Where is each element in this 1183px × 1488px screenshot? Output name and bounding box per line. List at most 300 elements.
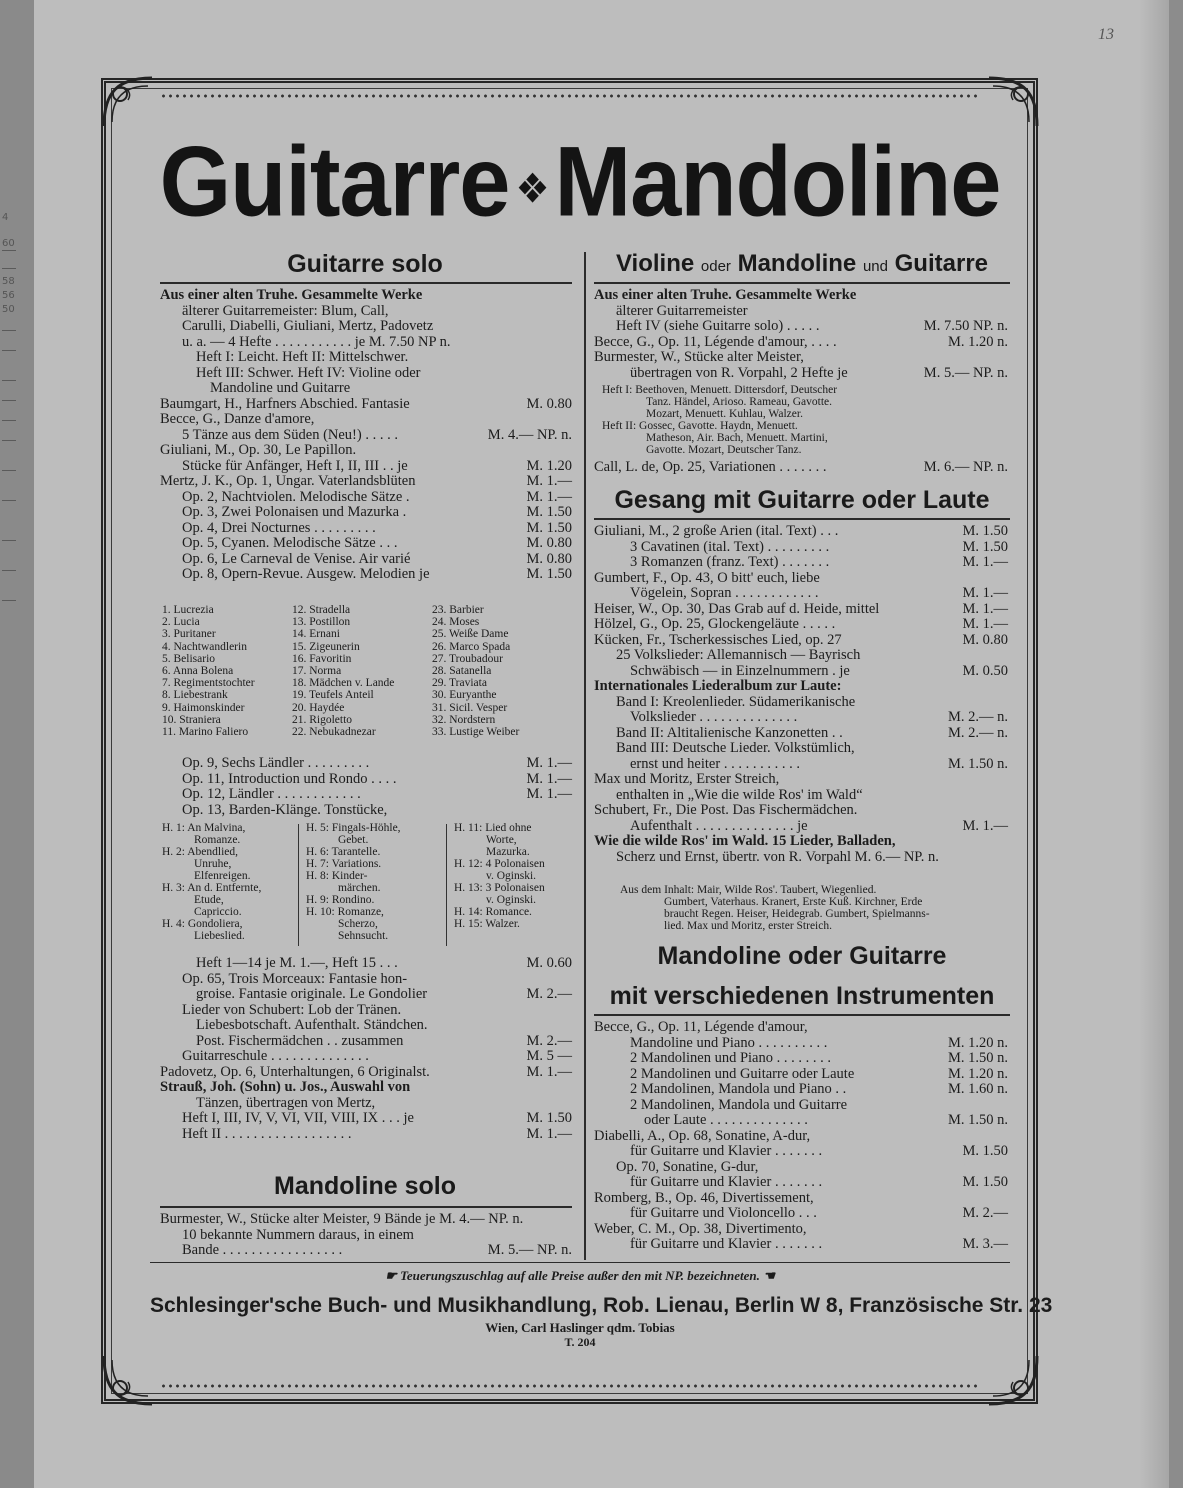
frame-corner-ornament-icon <box>98 72 158 132</box>
entry-line <box>160 552 572 568</box>
entry-price: M. 6.— NP. n. <box>923 459 1008 475</box>
entry-text: Heft I: Leicht. Heft II: Mittelschwer. <box>196 349 409 365</box>
entry-text: Band I: Kreolenlieder. Südamerikanische <box>616 693 856 710</box>
burmester-contents <box>602 384 1002 456</box>
ensemble-entries <box>594 1020 1008 1253</box>
heft-line: H. 10: Romanze, <box>306 906 384 918</box>
entry-line <box>160 1034 572 1050</box>
heft-line: H. 12: 4 Polonaisen <box>454 858 545 870</box>
masthead-guitarre: Guitarre <box>159 126 510 238</box>
entry-line <box>594 803 1008 819</box>
entry-price: M. 1.— <box>962 616 1008 632</box>
entry-price: M. 1.50 <box>526 504 572 520</box>
entry-price: M. 1.50 <box>526 519 572 536</box>
entry-price: M. 3.— <box>962 1236 1008 1252</box>
entry-text: 3 Romanzen (franz. Text) . . . . . . . <box>630 554 830 570</box>
entry-text: Heiser, W., Op. 30, Das Grab auf d. Heide, mittel <box>594 600 880 617</box>
entry-line <box>594 834 1008 850</box>
entry-text: Padovetz, Op. 6, Unterhaltungen, 6 Originalst. <box>160 1063 430 1080</box>
opera-item: 26. Marco Spada <box>432 640 511 653</box>
page-number: 13 <box>1098 26 1114 43</box>
entry-line <box>594 586 1008 602</box>
entry-line <box>594 1222 1008 1238</box>
entry-price: M. 5 — <box>526 1048 572 1064</box>
entry-text: Strauß, Joh. (Sohn) u. Jos., Auswahl von <box>160 1079 411 1095</box>
small-print-line: Heft II: Gossec, Gavotte. Haydn, Menuett. <box>602 420 798 432</box>
entry-price: M. 1.— <box>962 554 1008 570</box>
margin-tick <box>2 400 16 401</box>
wien-line: Wien, Carl Haslinger qdm. Tobias <box>485 1320 675 1335</box>
entry-text: Bande . . . . . . . . . . . . . . . . . <box>182 1242 343 1258</box>
title-guitarre: Guitarre <box>894 250 989 277</box>
entry-text: Aufenthalt . . . . . . . . . . . . . . je <box>630 817 808 834</box>
column-divider <box>584 252 586 1260</box>
entry-text: Hölzel, G., Op. 25, Glockengeläute . . . . . <box>594 616 836 632</box>
heft-line: H. 9: Rondino. <box>306 894 375 906</box>
entry-line <box>594 695 1008 711</box>
entry-line <box>594 633 1008 649</box>
entry-price: M. 1.50 <box>962 523 1008 539</box>
entry-price: M. 2.— <box>962 1205 1008 1221</box>
entry-text: älterer Guitarremeister <box>616 302 748 319</box>
entry-line <box>160 474 572 490</box>
entry-text: Giuliani, M., Op. 30, Le Papillon. <box>160 442 357 458</box>
entry-text: Scherz und Ernst, übertr. von R. Vorpahl M. 6.— NP. n. <box>616 848 939 865</box>
entry-price: M. 1.— <box>526 488 572 505</box>
heft-line: H. 8: Kinder- <box>306 870 368 882</box>
entry-text: Gumbert, F., Op. 43, O bitt' euch, liebe <box>594 569 820 586</box>
entry-text: Vögelein, Sopran . . . . . . . . . . . . <box>630 585 819 601</box>
entry-line <box>594 540 1008 556</box>
entry-line <box>594 1051 1008 1067</box>
entry-line <box>160 536 572 552</box>
margin-tick <box>2 250 16 251</box>
entry-text: für Guitarre und Klavier . . . . . . . <box>630 1236 823 1252</box>
entry-text: Op. 13, Barden-Klänge. Tonstücke, <box>182 801 388 818</box>
entry-line <box>594 1160 1008 1176</box>
entry-line <box>160 288 572 304</box>
mandoline-solo-entries <box>160 1212 572 1259</box>
entry-line <box>160 381 572 397</box>
entry-line <box>594 335 1008 351</box>
entry-text: 25 Volkslieder: Allemannisch — Bayrisch <box>616 647 861 663</box>
margin-mark: 56 <box>2 290 15 301</box>
entry-text: Internationales Liederalbum zur Laute: <box>594 678 842 694</box>
small-print-line: Matheson, Air. Bach, Menuett. Martini, <box>646 432 828 444</box>
entry-price: M. 1.50 <box>962 1174 1008 1190</box>
mertz-op-entries <box>160 756 572 818</box>
margin-tick <box>2 470 16 471</box>
entry-price: M. 0.80 <box>526 395 572 412</box>
heft-line: märchen. <box>338 882 381 894</box>
heft-line: Romanze. <box>194 834 241 846</box>
page-shadow <box>1139 0 1169 1488</box>
small-print-line: Gavotte. Mozart, Deutscher Tanz. <box>646 444 802 456</box>
entry-line <box>594 1129 1008 1145</box>
heft-line: Etude, <box>194 894 224 906</box>
entry-line <box>594 757 1008 773</box>
entry-line <box>160 1096 572 1112</box>
heft-line: Scherzo, <box>338 918 378 930</box>
entry-text: 3 Cavatinen (ital. Text) . . . . . . . . . <box>630 538 830 555</box>
entry-text: Liebesbotschaft. Aufenthalt. Ständchen. <box>196 1017 428 1033</box>
heft-line: H. 4: Gondoliera, <box>162 918 243 930</box>
entry-line <box>594 819 1008 835</box>
entry-price: M. 1.20 n. <box>947 1034 1008 1051</box>
entry-price: M. 1.50 <box>962 538 1008 555</box>
heft-line: v. Oginski. <box>486 894 537 906</box>
title-und: und <box>862 258 888 275</box>
entry-text: Becce, G., Op. 11, Légende d'amour, . . . . <box>594 333 837 350</box>
margin-tick <box>2 350 16 351</box>
surcharge-note: ☛ Teuerungszuschlag auf alle Preise außer den mit NP. bezeichneten. ☚ <box>385 1268 775 1283</box>
entry-price: M. 0.80 <box>526 535 572 551</box>
entry-text: älterer Guitarremeister: Blum, Call, <box>182 302 389 319</box>
entry-price: M. 1.50 <box>526 1110 572 1126</box>
entry-line <box>160 459 572 475</box>
entry-price: M. 1.— <box>526 755 572 771</box>
entry-text: 2 Mandolinen, Mandola und Guitarre <box>630 1096 848 1113</box>
entry-text: Lieder von Schubert: Lob der Tränen. <box>182 1001 402 1018</box>
entry-line <box>160 1080 572 1096</box>
opera-item: 9. Haimonskinder <box>162 701 245 714</box>
entry-line <box>160 1018 572 1034</box>
entry-text: Schwäbisch — in Einzelnummern . je <box>630 662 850 679</box>
opera-item: 28. Satanella <box>432 665 492 677</box>
opera-item: 6. Anna Bolena <box>162 665 234 677</box>
hefte-column-2 <box>306 822 446 942</box>
entry-text: für Guitarre und Klavier . . . . . . . <box>630 1143 823 1159</box>
entry-price: M. 2.— <box>526 986 572 1002</box>
entry-price: M. 2.— <box>526 1032 572 1049</box>
section-rule <box>594 282 1010 284</box>
entry-text: Diabelli, A., Op. 68, Sonatine, A-dur, <box>594 1127 811 1144</box>
entry-line <box>594 571 1008 587</box>
entry-text: 2 Mandolinen und Piano . . . . . . . . <box>630 1050 831 1066</box>
entry-line <box>160 366 572 382</box>
entry-text: Op. 12, Ländler . . . . . . . . . . . . <box>182 786 361 802</box>
entry-text: Op. 65, Trois Morceaux: Fantasie hon- <box>182 970 408 987</box>
entry-price: M. 1.50 <box>526 566 572 582</box>
section-rule <box>160 282 572 284</box>
heft-line: v. Oginski. <box>486 870 537 882</box>
entry-line <box>160 1111 572 1127</box>
entry-text: Op. 4, Drei Nocturnes . . . . . . . . . <box>182 519 376 536</box>
heft-line: Elfenreigen. <box>194 870 251 882</box>
section-title-mit-instrumenten: mit verschiedenen Instrumenten <box>609 982 995 1010</box>
section-rule <box>594 1014 1010 1016</box>
entry-price: M. 5.— NP. n. <box>923 364 1008 381</box>
entry-line <box>594 1067 1008 1083</box>
entry-text: Band III: Deutsche Lieder. Volkstümlich, <box>616 740 855 756</box>
entry-price: M. 1.— <box>962 585 1008 601</box>
entry-text: Call, L. de, Op. 25, Variationen . . . . . . . <box>594 459 827 475</box>
margin-mark: 50 <box>2 304 15 315</box>
opera-item: 21. Rigoletto <box>292 713 353 726</box>
entry-line <box>160 397 572 413</box>
entry-text: ernst und heiter . . . . . . . . . . . <box>630 755 800 772</box>
entry-line <box>594 741 1008 757</box>
diamond-separator-icon: ❖ <box>515 166 549 212</box>
entry-line <box>594 1206 1008 1222</box>
entry-line <box>594 1113 1008 1129</box>
margin-mark: 58 <box>2 276 15 287</box>
opera-item: 33. Lustige Weiber <box>432 726 520 738</box>
entry-text: Weber, C. M., Op. 38, Divertimento, <box>594 1220 807 1237</box>
entry-price: M. 0.80 <box>526 550 572 567</box>
entry-text: u. a. — 4 Hefte . . . . . . . . . . . je M. 7.50 NP n. <box>182 333 451 350</box>
entry-text: Romberg, B., Op. 46, Divertissement, <box>594 1189 814 1206</box>
hefte-column-1 <box>162 822 294 942</box>
heft-line: H. 5: Fingals-Höhle, <box>306 822 401 834</box>
entry-text: Becce, G., Danze d'amore, <box>160 411 315 427</box>
heft-line <box>454 930 572 942</box>
entry-price: M. 4.— NP. n. <box>487 426 572 443</box>
margin-tick <box>2 440 16 441</box>
entry-line <box>594 648 1008 664</box>
small-print-line: Heft I: Beethoven, Menuett. Dittersdorf, Deutscher <box>602 384 838 396</box>
entry-text: Op. 6, Le Carneval de Venise. Air varié <box>182 550 411 567</box>
entry-line <box>594 319 1008 335</box>
mertz-more-entries <box>160 956 572 1142</box>
entry-text: Op. 3, Zwei Polonaisen und Mazurka . <box>182 504 407 520</box>
gesang-entries <box>594 524 1008 865</box>
entry-text: Op. 2, Nachtviolen. Melodische Sätze . <box>182 488 410 505</box>
margin-tick <box>2 420 16 421</box>
entry-text: Op. 11, Introduction und Rondo . . . . <box>182 770 397 787</box>
entry-line <box>160 304 572 320</box>
publisher-line: Schlesinger'sche Buch- und Musikhandlung, Rob. Lienau, Berlin W 8, Französische Str. 23 <box>150 1294 1053 1317</box>
entry-price: M. 1.— <box>962 600 1008 617</box>
entry-text: Stücke für Anfänger, Heft I, II, III . . je <box>182 457 408 474</box>
entry-text: Aus einer alten Truhe. Gesammelte Werke <box>594 287 857 303</box>
opera-item: 30. Euryanthe <box>432 689 497 702</box>
margin-tick <box>2 380 16 381</box>
entry-text: Aus einer alten Truhe. Gesammelte Werke <box>160 287 423 303</box>
opera-item: 20. Haydée <box>292 701 345 714</box>
frame-corner-ornament-icon <box>98 1350 158 1410</box>
small-print-line: Mozart, Menuett. Kuhlau, Walzer. <box>646 408 803 420</box>
title-mandoline: Mandoline <box>737 250 857 277</box>
entry-price: M. 1.— <box>962 817 1008 834</box>
frame-corner-ornament-icon <box>983 72 1043 132</box>
barden-klaenge-hefte <box>162 822 572 950</box>
entry-line <box>160 803 572 819</box>
entry-line <box>594 664 1008 680</box>
entry-text: Giuliani, M., 2 große Arien (ital. Text) . . . <box>594 523 839 539</box>
margin-tick <box>2 600 16 601</box>
entry-line <box>594 679 1008 695</box>
hefte-divider <box>298 824 299 946</box>
heft-line: Mazurka. <box>486 846 530 858</box>
entry-text: übertragen von R. Vorpahl, 2 Hefte je <box>630 364 848 381</box>
entry-text: für Guitarre und Violoncello . . . <box>630 1205 817 1221</box>
heft-line: H. 7: Variations. <box>306 858 382 870</box>
section-title-mandoline-solo: Mandoline solo <box>274 1172 456 1200</box>
entry-line <box>160 490 572 506</box>
opera-list <box>162 604 572 744</box>
opera-item: 3. Puritaner <box>162 628 216 641</box>
opera-item: 17. Norma <box>292 665 342 677</box>
heft-line: Liebeslied. <box>194 930 245 942</box>
entry-line <box>594 555 1008 571</box>
small-print-line: Aus dem Inhalt: Mair, Wilde Ros'. Taubert, Wiegenlied. <box>620 884 877 896</box>
entry-text: Mandoline und Piano . . . . . . . . . . <box>630 1034 828 1051</box>
heft-line: H. 3: An d. Entfernte, <box>162 882 262 894</box>
opera-item: 25. Weiße Dame <box>432 628 509 641</box>
entry-text: Carulli, Diabelli, Giuliani, Mertz, Padovetz <box>182 318 434 334</box>
opera-item: 22. Nebukadnezar <box>292 726 376 738</box>
opera-item: 10. Straniera <box>162 713 221 726</box>
heft-line: H. 1: An Malvina, <box>162 822 246 834</box>
entry-text: Band II: Altitalienische Kanzonetten . . <box>616 724 843 741</box>
entry-line <box>160 756 572 772</box>
section-title-gesang: Gesang mit Guitarre oder Laute <box>614 486 990 514</box>
entry-text: Tänzen, übertragen von Mertz, <box>196 1094 376 1111</box>
opera-item: 14. Ernani <box>292 628 340 641</box>
guitarre-solo-entries <box>160 288 572 583</box>
opera-item: 24. Moses <box>432 616 480 629</box>
opera-item: 7. Regimentstochter <box>162 677 255 690</box>
entry-text: oder Laute . . . . . . . . . . . . . . <box>644 1112 808 1128</box>
entry-text: groise. Fantasie originale. Le Gondolier <box>196 986 428 1002</box>
entry-line <box>160 1228 572 1244</box>
heft-line: H. 14: Romance. <box>454 906 532 918</box>
entry-line <box>594 288 1008 304</box>
entry-text: Mertz, J. K., Op. 1, Ungar. Vaterlandsblüten <box>160 473 416 489</box>
opera-item: 1. Lucrezia <box>162 604 214 616</box>
entry-line <box>594 850 1008 866</box>
entry-line <box>160 956 572 972</box>
section-rule <box>160 1206 572 1208</box>
entry-line <box>160 987 572 1003</box>
heft-line: Worte, <box>486 834 517 846</box>
entry-text: Guitarreschule . . . . . . . . . . . . . . <box>182 1048 369 1064</box>
entry-text: Heft III: Schwer. Heft IV: Violine oder <box>196 364 421 381</box>
heft-line: H. 13: 3 Polonaisen <box>454 882 545 894</box>
entry-line <box>160 350 572 366</box>
entry-text: Wie die wilde Ros' im Wald. 15 Lieder, Balladen, <box>594 833 896 849</box>
entry-line <box>160 335 572 351</box>
entry-text: Volkslieder . . . . . . . . . . . . . . <box>630 709 798 725</box>
frame-dotted-border-top <box>160 92 980 100</box>
small-print-line: Tanz. Händel, Arioso. Rameau, Gavotte. <box>646 396 833 408</box>
opera-item: 2. Lucia <box>162 616 200 629</box>
entry-line <box>594 617 1008 633</box>
entry-line <box>160 505 572 521</box>
entry-text: Heft IV (siehe Guitarre solo) . . . . . <box>616 318 820 334</box>
opera-item: 15. Zigeunerin <box>292 640 360 653</box>
entry-line <box>594 350 1008 366</box>
title-oder: oder <box>700 258 731 275</box>
entry-text: Baumgart, H., Harfners Abschied. Fantasie <box>160 395 410 412</box>
entry-text: Burmester, W., Stücke alter Meister, 9 Bände je M. 4.— NP. n. <box>160 1211 524 1227</box>
violine-entries <box>594 288 1008 381</box>
small-print-line: braucht Regen. Heiser, Heidegrab. Gumbert, Spielmanns- <box>664 908 930 920</box>
entry-text: 5 Tänze aus dem Süden (Neu!) . . . . . <box>182 426 398 443</box>
opera-item: 13. Postillon <box>292 616 351 629</box>
entry-price: M. 1.50 n. <box>947 755 1008 772</box>
entry-price: M. 1.— <box>526 786 572 802</box>
heft-line: H. 2: Abendlied, <box>162 846 239 858</box>
entry-text: Heft 1—14 je M. 1.—, Heft 15 . . . <box>196 955 398 971</box>
entry-line <box>594 1098 1008 1114</box>
entry-line <box>594 304 1008 320</box>
heft-line: Gebet. <box>338 834 369 846</box>
frame-corner-ornament-icon <box>983 1350 1043 1410</box>
section-title-mandoline-oder-guitarre: Mandoline oder Guitarre <box>657 942 947 970</box>
entry-text: Kücken, Fr., Tscherkessisches Lied, op. 27 <box>594 631 842 648</box>
entry-price: M. 1.— <box>526 770 572 787</box>
entry-text: Mandoline und Guitarre <box>210 380 351 396</box>
entry-text: 2 Mandolinen und Guitarre oder Laute <box>630 1065 855 1082</box>
entry-text: Heft I, III, IV, V, VI, VII, VIII, IX . . . je <box>182 1110 414 1126</box>
margin-tick <box>2 268 16 269</box>
entry-text: Becce, G., Op. 11, Légende d'amour, <box>594 1019 808 1035</box>
entry-line <box>160 412 572 428</box>
hefte-divider <box>446 824 447 946</box>
entry-line <box>594 366 1008 382</box>
masthead-title <box>150 128 1010 243</box>
opera-item: 31. Sicil. Vesper <box>432 701 508 714</box>
title-violine: Violine <box>615 250 695 277</box>
entry-line <box>594 602 1008 618</box>
entry-line <box>594 1175 1008 1191</box>
entry-text: enthalten in „Wie die wilde Ros' im Wald“ <box>616 786 863 803</box>
entry-price: M. 5.— NP. n. <box>487 1242 572 1258</box>
entry-line <box>160 787 572 803</box>
opera-item: 23. Barbier <box>432 604 484 616</box>
entry-text: Op. 9, Sechs Ländler . . . . . . . . . <box>182 755 370 771</box>
masthead-mandoline: Mandoline <box>554 126 1001 238</box>
entry-price: M. 0.60 <box>526 955 572 971</box>
entry-line <box>594 1144 1008 1160</box>
entry-line <box>160 443 572 459</box>
entry-line <box>594 1020 1008 1036</box>
margin-tick <box>2 570 16 571</box>
opera-item: 8. Liebestrank <box>162 689 228 702</box>
catalog-code: T. 204 <box>564 1335 596 1349</box>
entry-line <box>160 1243 572 1259</box>
entry-price: M. 1.20 <box>526 457 572 474</box>
frame-dotted-border-bottom <box>160 1382 980 1390</box>
entry-price: M. 0.50 <box>962 662 1008 679</box>
entry-line <box>160 428 572 444</box>
entry-line <box>160 1212 572 1228</box>
opera-item: 5. Belisario <box>162 652 216 665</box>
entry-text: Max und Moritz, Erster Streich, <box>594 771 780 787</box>
entry-line <box>160 1003 572 1019</box>
entry-price: M. 7.50 NP. n. <box>923 318 1008 334</box>
scan-left-strip <box>0 0 34 1488</box>
entry-line <box>594 1237 1008 1253</box>
footer-rule <box>150 1262 1010 1263</box>
entry-line <box>594 726 1008 742</box>
entry-text: Op. 70, Sonatine, G-dur, <box>616 1158 759 1175</box>
opera-item: 29. Traviata <box>432 677 487 690</box>
entry-line <box>160 319 572 335</box>
entry-line <box>594 772 1008 788</box>
entry-price: M. 1.50 <box>962 1143 1008 1159</box>
entry-line <box>160 1049 572 1065</box>
entry-line <box>594 788 1008 804</box>
entry-price: M. 1.50 n. <box>947 1112 1008 1128</box>
section-rule <box>594 518 1010 520</box>
entry-line <box>594 710 1008 726</box>
margin-tick <box>2 540 16 541</box>
hefte-column-3 <box>454 822 572 942</box>
call-entry <box>594 460 1008 476</box>
